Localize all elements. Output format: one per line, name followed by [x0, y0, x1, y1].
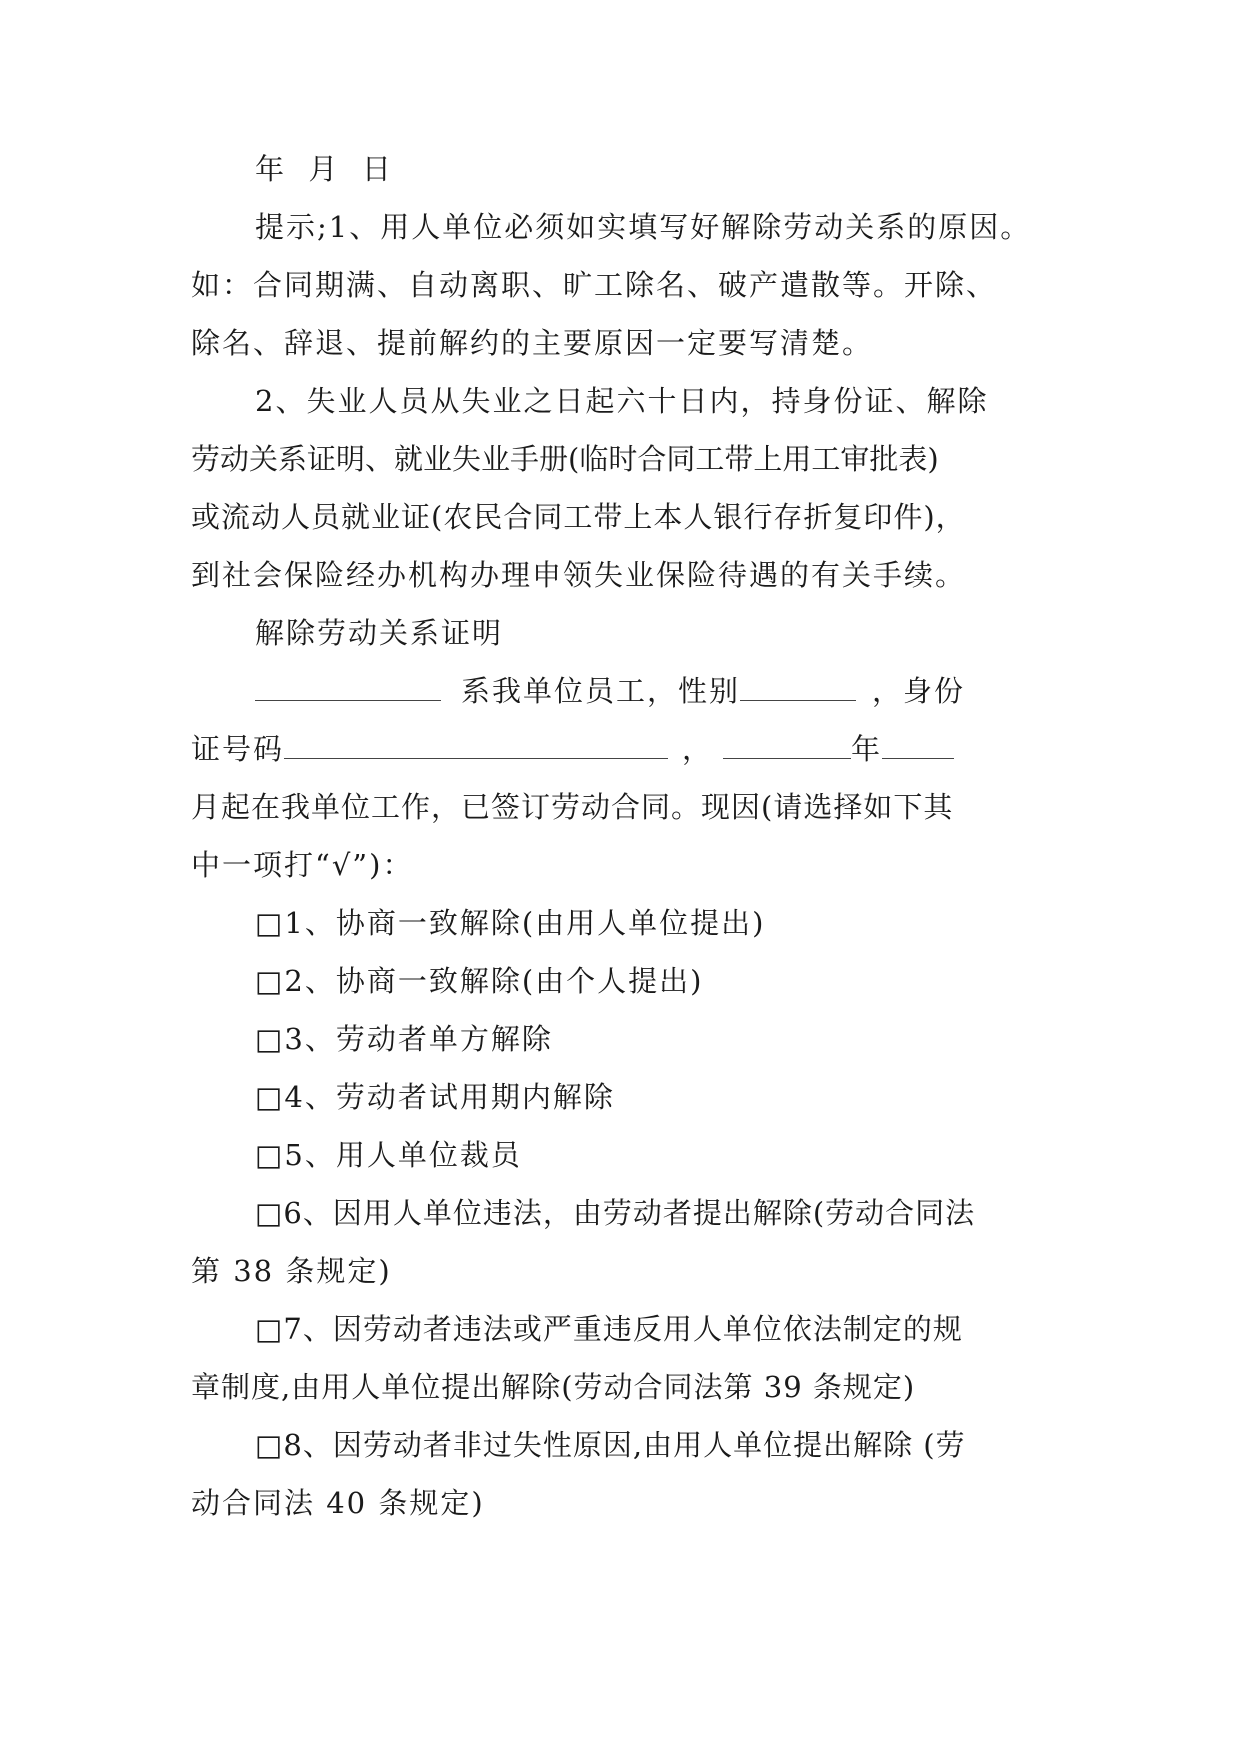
- note2-line-1: 2、失业人员从失业之日起六十日内，持身份证、解除: [255, 384, 989, 418]
- select-line: 中一项打“√”)：: [191, 848, 414, 882]
- start-month-blank[interactable]: [882, 722, 954, 759]
- year-label: 年: [851, 732, 883, 766]
- option-6[interactable]: [191, 1184, 1053, 1300]
- option-6-line-2: 第 38 条规定): [191, 1254, 392, 1288]
- option-8[interactable]: [191, 1416, 1053, 1532]
- options-list: [191, 894, 1053, 1532]
- option-4[interactable]: □4、劳动者试用期内解除: [255, 1080, 615, 1114]
- option-8-line-1: □8、因劳动者非过失性原因,由用人单位提出解除 (劳: [255, 1428, 966, 1462]
- option-1[interactable]: □1、协商一致解除(由用人单位提出): [255, 906, 766, 940]
- option-7-line-1: □7、因劳动者违法或严重违反用人单位依法制定的规: [255, 1312, 963, 1346]
- note2-line-3: 或流动人员就业证(农民合同工带上本人银行存折复印件)，: [191, 500, 966, 534]
- id-label: 证号码: [191, 732, 285, 766]
- option-2[interactable]: □2、协商一致解除(由个人提出): [255, 964, 704, 998]
- note2-line-4: 到社会保险经办机构办理申领失业保险待遇的有关手续。: [191, 558, 967, 592]
- note2-block: [191, 372, 1053, 604]
- notice-line-1: 提示;1、用人单位必须如实填写好解除劳动关系的原因。: [255, 210, 1032, 244]
- notice-line-3: 除名、辞退、提前解约的主要原因一定要写清楚。: [191, 326, 874, 360]
- employee-text: 系我单位员工，性别: [461, 674, 741, 708]
- employee-line: [191, 662, 1053, 720]
- option-7[interactable]: [191, 1300, 1053, 1416]
- option-3[interactable]: □3、劳动者单方解除: [255, 1022, 553, 1056]
- notice-block: [191, 198, 1053, 372]
- id-line: [191, 720, 1053, 778]
- id-number-blank[interactable]: [284, 722, 668, 759]
- start-year-blank[interactable]: [723, 722, 851, 759]
- option-6-line-1: □6、因用人单位违法，由劳动者提出解除(劳动合同法: [255, 1196, 976, 1230]
- option-5[interactable]: □5、用人单位裁员: [255, 1138, 522, 1172]
- document-page: [191, 140, 1053, 1532]
- date-line: 年 月 日: [255, 152, 393, 186]
- month-line: 月起在我单位工作，已签订劳动合同。现因(请选择如下其: [191, 790, 954, 824]
- gender-blank[interactable]: [740, 664, 856, 701]
- notice-line-2: 如：合同期满、自动离职、旷工除名、破产遣散等。开除、: [191, 268, 998, 302]
- form-title: 解除劳动关系证明: [255, 616, 504, 650]
- note2-line-2: 劳动关系证明、就业失业手册(临时合同工带上用工审批表): [191, 442, 939, 476]
- employee-name-blank[interactable]: [255, 664, 441, 701]
- option-7-line-2: 章制度,由用人单位提出解除(劳动合同法第 39 条规定): [191, 1370, 916, 1404]
- id-prefix-text: ，身份: [872, 674, 966, 708]
- id-comma: ，: [682, 732, 714, 766]
- option-8-line-2: 动合同法 40 条规定): [191, 1486, 485, 1520]
